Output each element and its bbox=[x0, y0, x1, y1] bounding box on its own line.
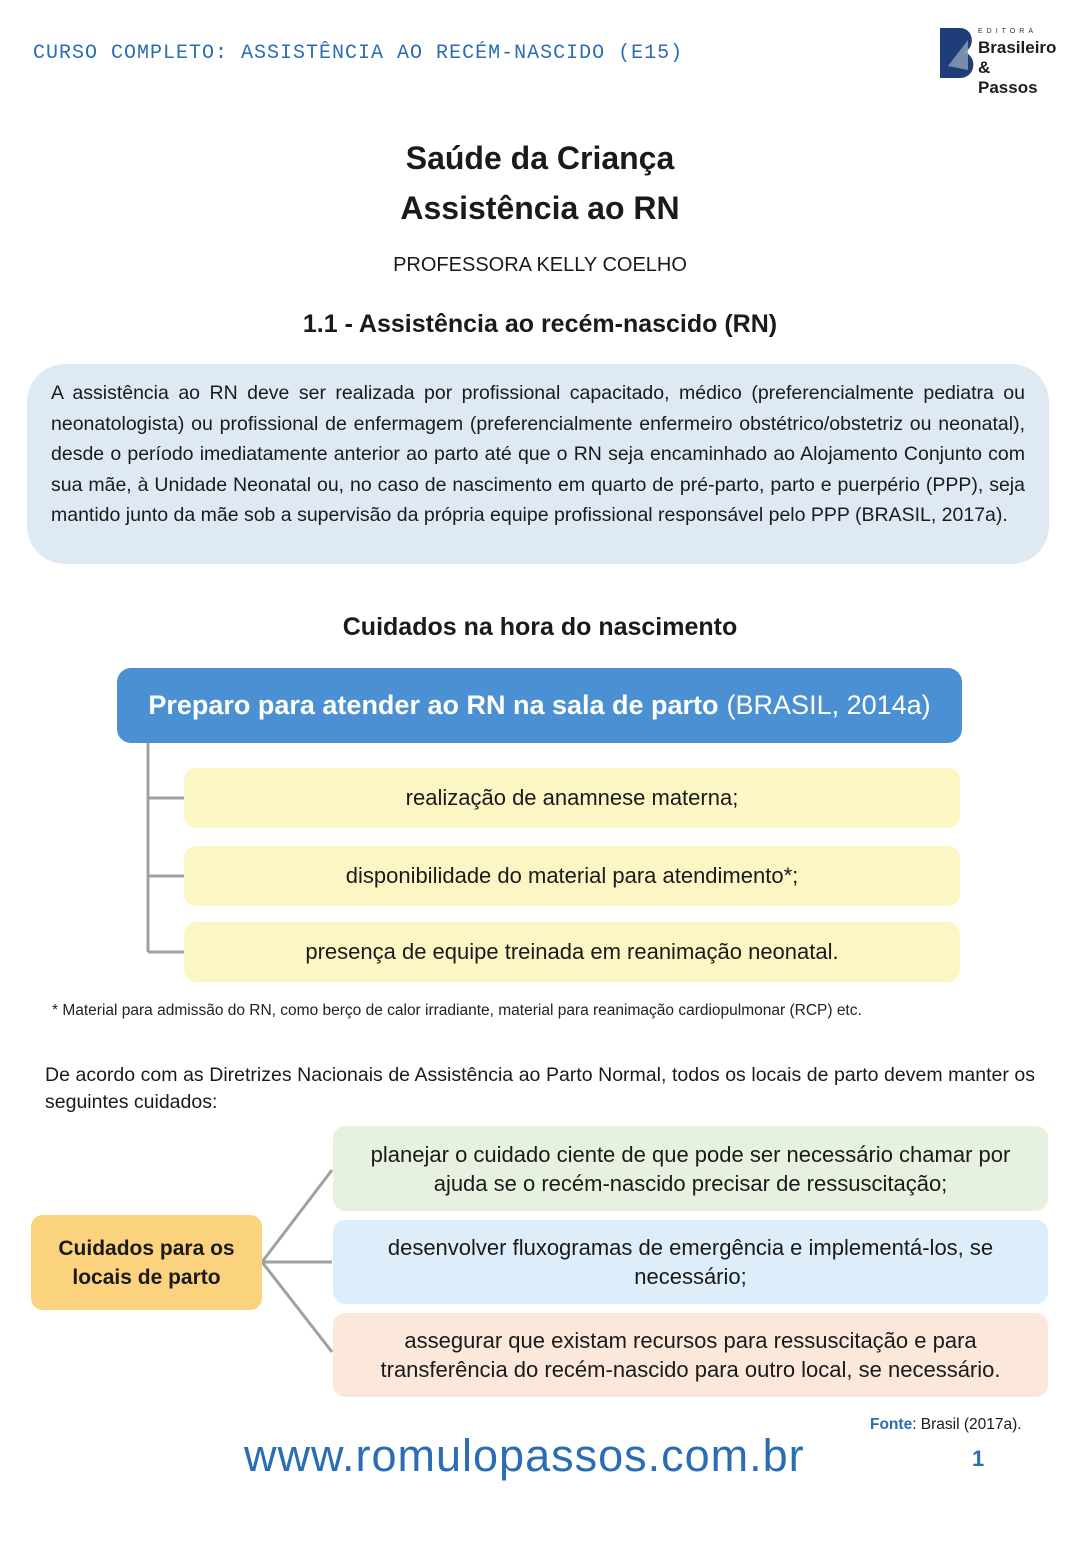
intro-box bbox=[27, 364, 1049, 564]
prep-tree-connector bbox=[140, 740, 190, 960]
page-title: Saúde da Criança bbox=[405, 140, 675, 176]
prep-item: presença de equipe treinada em reanimação neonatal. bbox=[184, 922, 960, 982]
care-box: planejar o cuidado ciente de que pode ser necessário chamar por ajuda se o recém-nascido precisar de ressuscitação; bbox=[333, 1126, 1048, 1211]
page-number: 1 bbox=[972, 1446, 985, 1471]
section-heading: 1.1 - Assistência ao recém-nascido (RN) bbox=[302, 310, 778, 338]
website-link[interactable]: www.romulopassos.com.br bbox=[244, 1430, 805, 1481]
course-header: CURSO COMPLETO: ASSISTÊNCIA AO RECÉM-NASCIDO (E15) bbox=[33, 42, 684, 65]
care-box: assegurar que existam recursos para ressuscitação e para transferência do recém-nascido para outro local, se necessário. bbox=[333, 1313, 1048, 1397]
intro-text: A assistência ao RN deve ser realizada por profissional capacitado, médico (preferencialmente pediatra ou neonatologista) ou profissional de enfermagem (preferencialmente enfermeiro obstétrico/obstetriz ou neonatal), desde o período imediatamente anterior ao parto até que o RN seja encaminhado ao Alojamento Conjunto com sua mãe, à Unidade Neonatal ou, no caso de nascimento em quarto de pré-parto, parto e puerpério (PPP), seja mantido junto da mãe sob a supervisão da própria equipe profissional responsável pelo PPP (BRASIL, 2017a). bbox=[51, 382, 1025, 526]
logo-b-icon bbox=[938, 26, 978, 80]
guidelines-paragraph: De acordo com as Diretrizes Nacionais de Assistência ao Parto Normal, todos os locais de parto devem manter os seguintes cuidados: bbox=[45, 1064, 1035, 1113]
prep-header bbox=[117, 668, 962, 743]
logo-tagline: EDITORA bbox=[978, 28, 1037, 35]
publisher-logo bbox=[938, 26, 1057, 97]
source-value: : Brasil (2017a). bbox=[912, 1416, 1022, 1433]
care-center-label: Cuidados para os locais de parto bbox=[31, 1215, 262, 1310]
prep-title: Preparo para atender ao RN na sala de parto bbox=[148, 690, 719, 720]
prep-item: disponibilidade do material para atendimento*; bbox=[184, 846, 960, 906]
care-box: desenvolver fluxogramas de emergência e implementá-los, se necessário; bbox=[333, 1220, 1048, 1304]
footnote: * Material para admissão do RN, como berço de calor irradiante, material para reanimação cardiopulmonar (RCP) etc. bbox=[52, 1002, 862, 1019]
source-label: Fonte bbox=[870, 1416, 913, 1433]
logo-line1: Brasileiro bbox=[978, 38, 1057, 57]
page-subtitle: Assistência ao RN bbox=[400, 190, 680, 226]
author: PROFESSORA KELLY COELHO bbox=[393, 254, 687, 276]
logo-line2: & Passos bbox=[978, 58, 1038, 97]
care-connector bbox=[260, 1160, 340, 1380]
prep-source: (BRASIL, 2014a) bbox=[726, 690, 931, 720]
source-note bbox=[870, 1416, 1022, 1434]
birth-care-heading: Cuidados na hora do nascimento bbox=[342, 613, 738, 641]
prep-item: realização de anamnese materna; bbox=[184, 768, 960, 828]
